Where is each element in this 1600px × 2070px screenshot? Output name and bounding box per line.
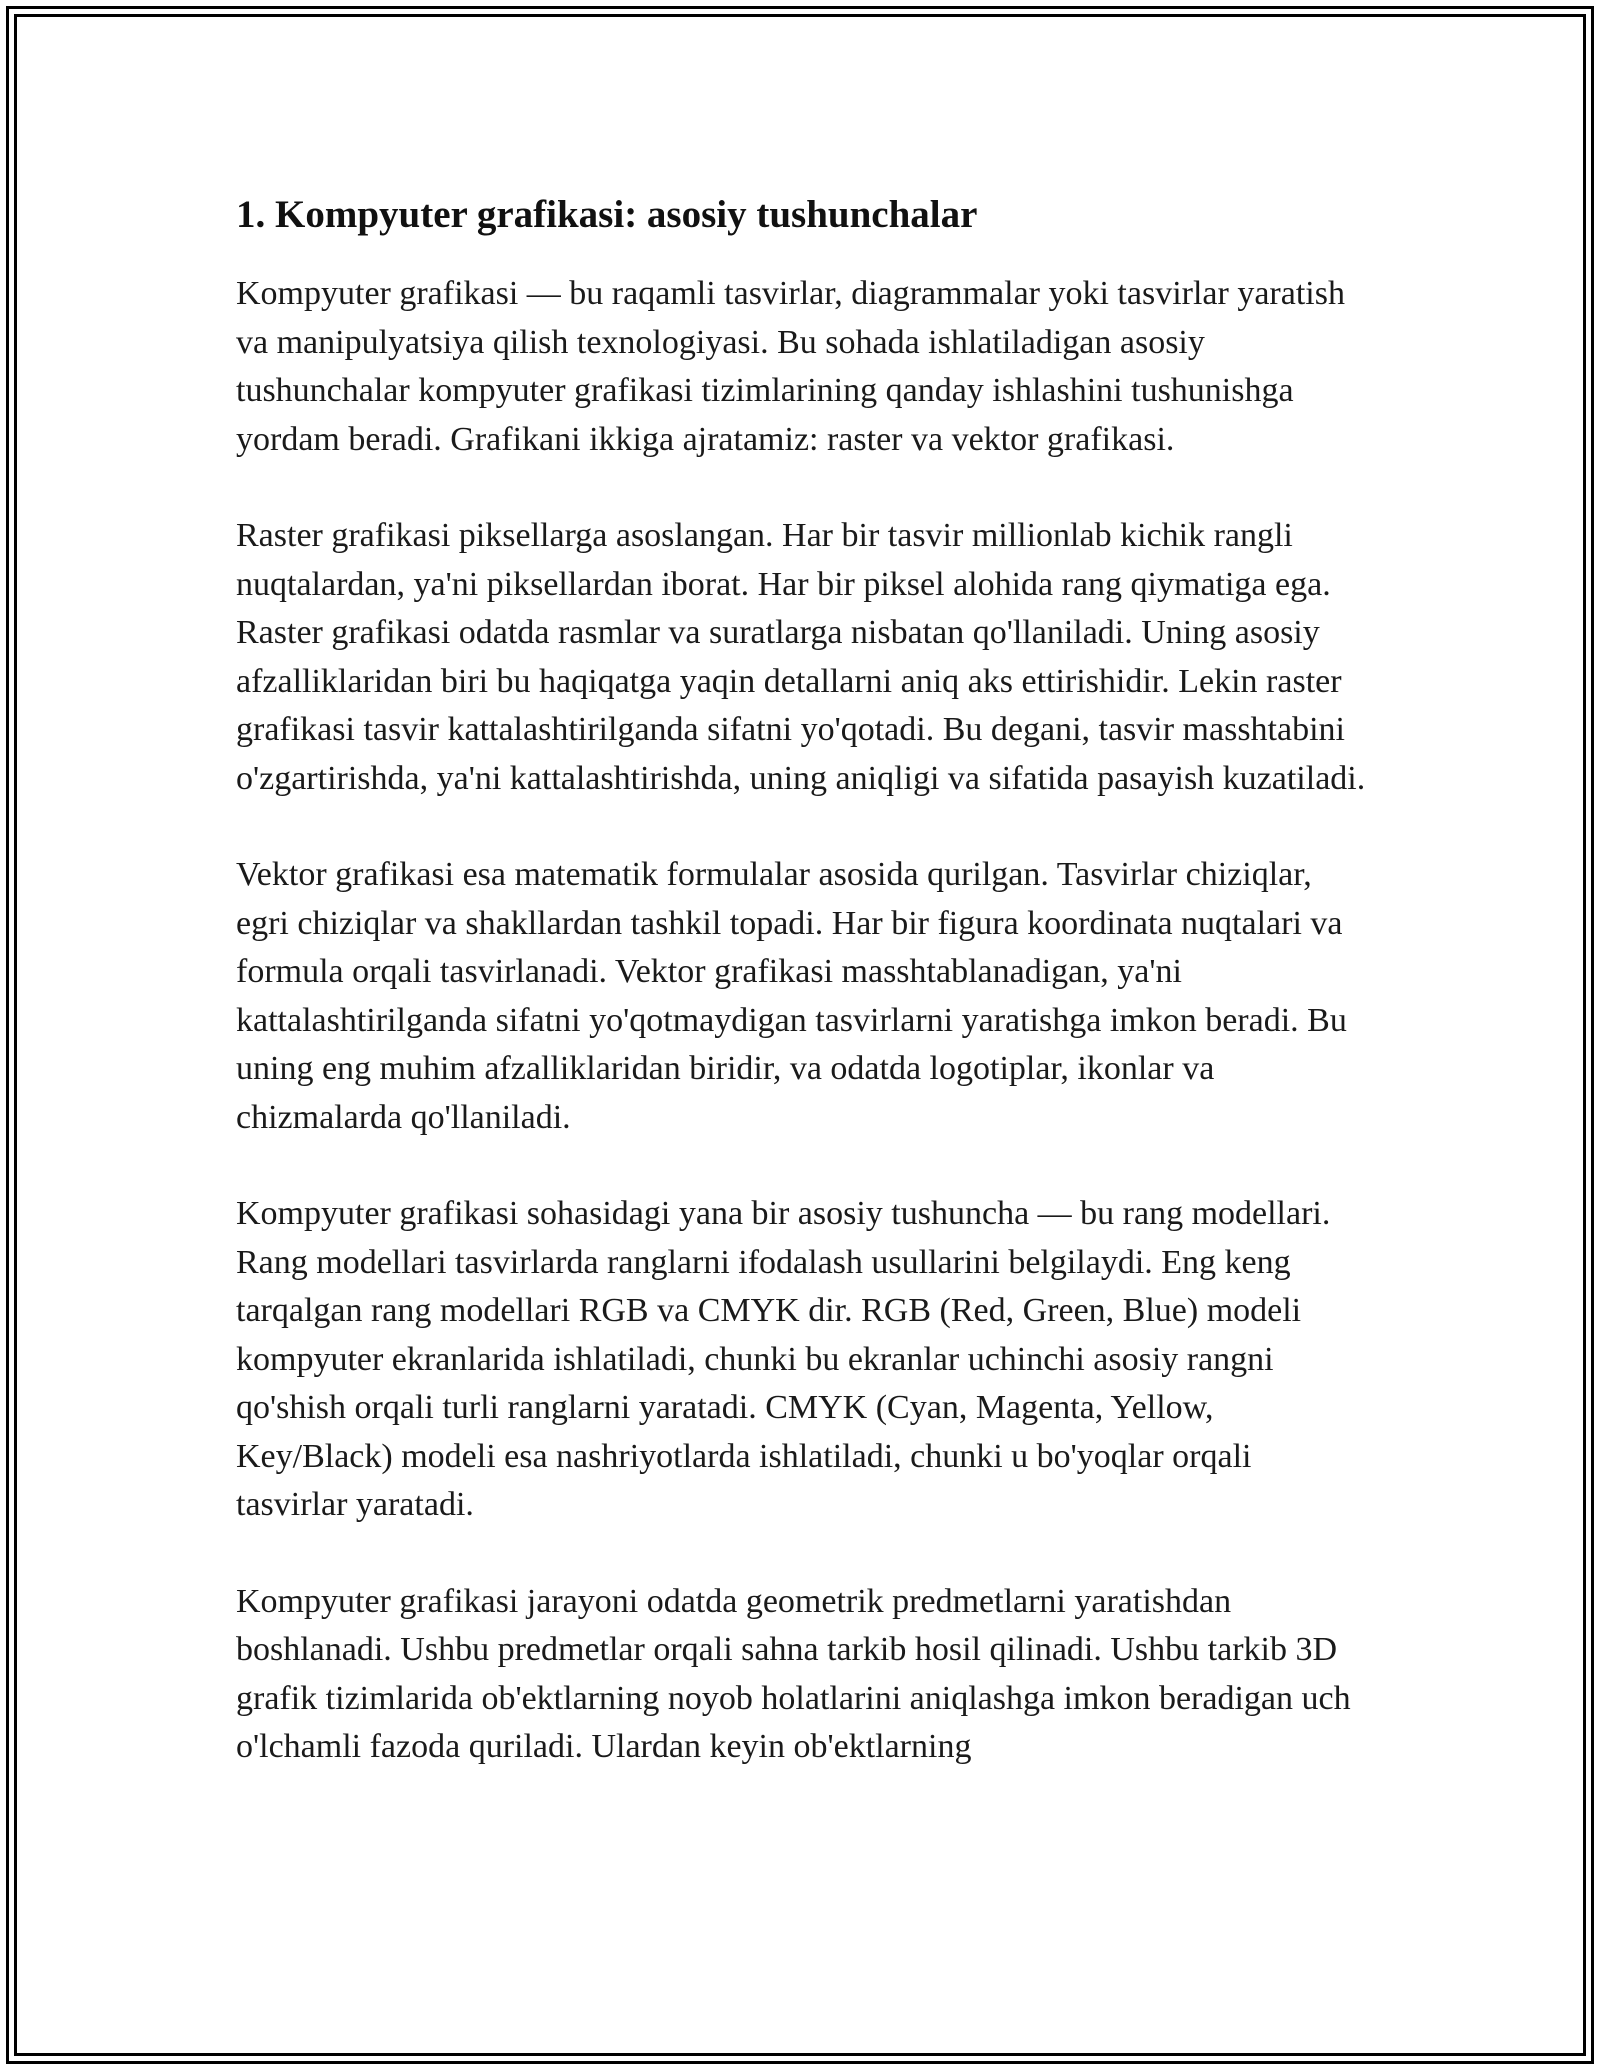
paragraph-raster: Raster grafikasi piksellarga asoslangan. Har bir tasvir millionlab kichik rangli nuqtalardan, ya'ni piksellardan iborat. Har bir piksel alohida rang qiymatiga ega. Raster grafikasi odatda rasmlar va suratlarga nisbatan qo'llaniladi. Uning asosiy afzalliklaridan biri bu haqiqatga yaqin detallarni aniq aks ettirishidir. Lekin raster grafikasi tasvir kattalashtirilganda sifatni yo'qotadi. Bu degani, tasvir masshtabini o'zgartirishda, ya'ni kattalashtirishda, uning aniqligi va sifatida pasayish kuzatiladi. [236,517,1366,797]
section-heading: 1. Kompyuter grafikasi: asosiy tushunchalar [236,193,978,236]
paragraph-intro: Kompyuter grafikasi — bu raqamli tasvirlar, diagrammalar yoki tasvirlar yaratish va manipulyatsiya qilish texnologiyasi. Bu sohada ishlatiladigan asosiy tushunchalar kompyuter grafikasi tizimlarining qanday ishlashini tushunishga yordam beradi. Grafikani ikkiga ajratamiz: raster va vektor grafikasi. [236,275,1345,458]
paragraph-pipeline: Kompyuter grafikasi jarayoni odatda geometrik predmetlarni yaratishdan boshlanadi. Ushbu predmetlar orqali sahna tarkib hosil qilinadi. Ushbu tarkib 3D grafik tizimlarida ob'ektlarning noyob holatlarini aniqlashga imkon beradigan uch o'lchamli fazoda quriladi. Ulardan keyin ob'ektlarning [236,1582,1351,1765]
paragraph-color-models: Kompyuter grafikasi sohasidagi yana bir asosiy tushuncha — bu rang modellari. Rang modellari tasvirlarda ranglarni ifodalash usullarini belgilaydi. Eng keng tarqalgan rang modellari RGB va CMYK dir. RGB (Red, Green, Blue) modeli kompyuter ekranlarida ishlatiladi, chunki bu ekranlar uchinchi asosiy rangni qo'shish orqali turli ranglarni yaratadi. CMYK (Cyan, Magenta, Yellow, Key/Black) modeli esa nashriyotlarda ishlatiladi, chunki u bo'yoqlar orqali tasvirlar yaratadi. [236,1195,1331,1523]
document-body [236,186,1366,1772]
paragraph-vector: Vektor grafikasi esa matematik formulalar asosida qurilgan. Tasvirlar chiziqlar, egri chiziqlar va shakllardan tashkil topadi. Har bir figura koordinata nuqtalari va formula orqali tasvirlanadi. Vektor grafikasi masshtablanadigan, ya'ni kattalashtirilganda sifatni yo'qotmaydigan tasvirlarni yaratishga imkon beradi. Bu uning eng muhim afzalliklaridan biridir, va odatda logotiplar, ikonlar va chizmalarda qo'llaniladi. [236,856,1347,1136]
